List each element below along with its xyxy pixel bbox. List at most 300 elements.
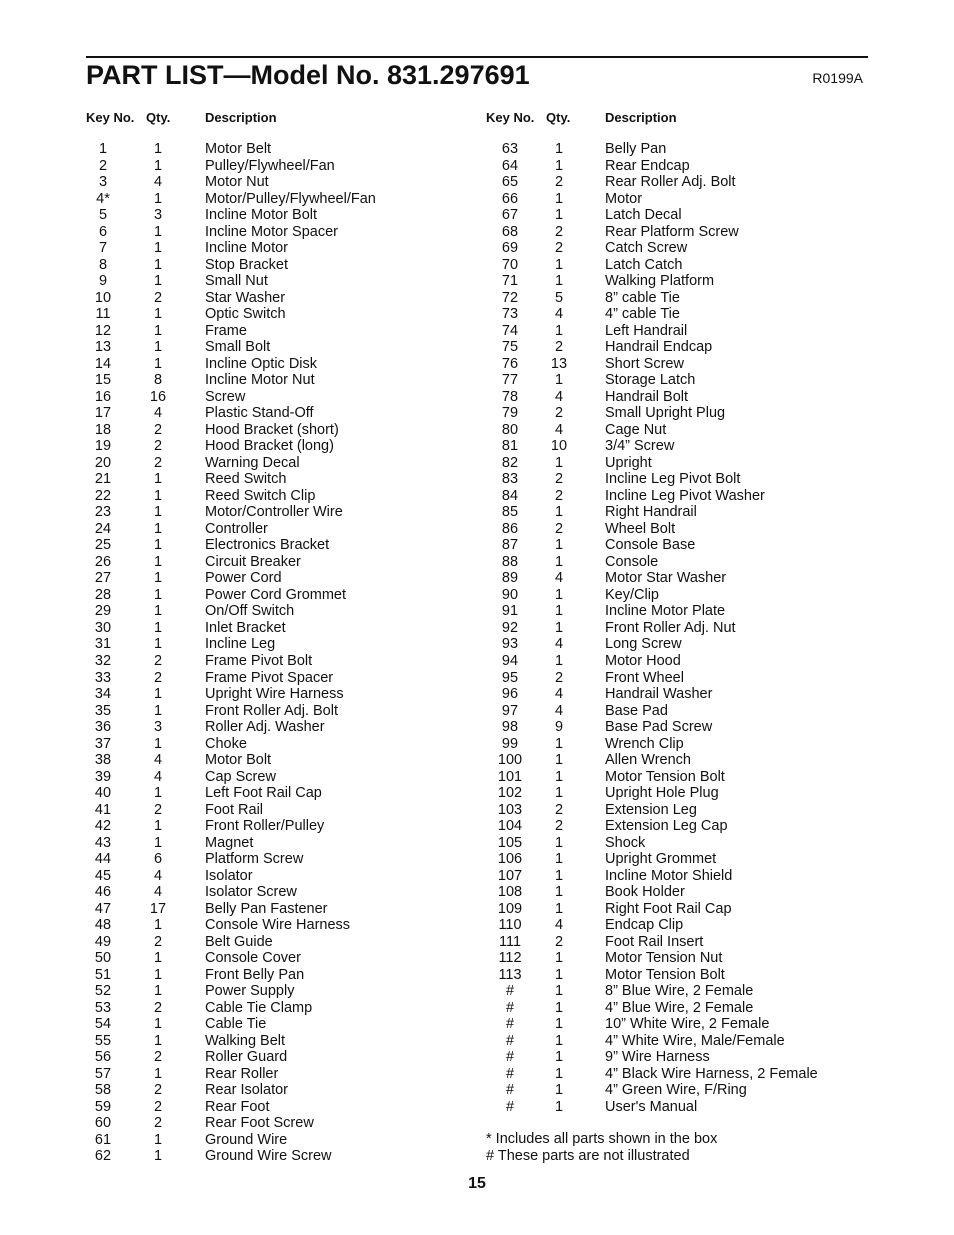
part-quantity: 2 [153,454,163,471]
part-key-number: 94 [501,652,519,669]
part-description: 4” Black Wire Harness, 2 Female [605,1065,818,1082]
part-key-number: 72 [501,289,519,306]
part-description: Plastic Stand-Off [205,405,314,422]
part-key-number: 6 [98,223,108,240]
part-quantity: 2 [153,289,163,306]
part-quantity: 1 [153,273,163,290]
part-quantity: 1 [153,471,163,488]
part-description: Base Pad [605,702,668,719]
part-description: Upright Hole Plug [605,785,719,802]
part-description: Frame [205,322,247,339]
part-key-number: 17 [94,405,112,422]
revision-code: R0199A [812,70,863,86]
part-description: 8” Blue Wire, 2 Female [605,983,754,1000]
part-description: Choke [205,735,247,752]
part-description: 10” White Wire, 2 Female [605,1016,770,1033]
part-description: Upright Grommet [605,851,717,868]
part-description: Star Washer [205,289,286,306]
part-description: Incline Motor Spacer [205,223,338,240]
part-key-number: 104 [497,818,523,835]
part-description: Small Nut [205,273,268,290]
part-key-number: 85 [501,504,519,521]
part-description: Handrail Washer [605,686,713,703]
part-quantity: 1 [153,520,163,537]
part-quantity: 10 [550,438,568,455]
part-quantity: 2 [554,471,564,488]
part-quantity: 1 [554,1049,564,1066]
part-quantity: 1 [554,785,564,802]
part-quantity: 6 [153,851,163,868]
part-description: Belt Guide [205,933,273,950]
part-key-number: 19 [94,438,112,455]
part-quantity: 1 [554,1065,564,1082]
part-description: Cable Tie Clamp [205,999,313,1016]
part-description: Cage Nut [605,421,667,438]
part-description: Electronics Bracket [205,537,330,554]
part-description: Motor/Pulley/Flywheel/Fan [205,190,376,207]
part-description: Extension Leg Cap [605,818,728,835]
part-key-number: 78 [501,388,519,405]
key-no-header: Key No. [486,110,535,125]
part-quantity: 1 [153,1016,163,1033]
part-quantity: 2 [153,1049,163,1066]
part-key-number: 98 [501,719,519,736]
part-description: Console Wire Harness [205,917,351,934]
part-quantity: 1 [153,306,163,323]
part-quantity: 13 [550,355,568,372]
part-description: Motor Star Washer [605,570,727,587]
part-quantity: 4 [153,174,163,191]
part-key-number: 64 [501,157,519,174]
part-quantity: 2 [153,421,163,438]
part-key-number: 70 [501,256,519,273]
part-key-number: 27 [94,570,112,587]
part-quantity: 9 [554,719,564,736]
part-description: Front Roller/Pulley [205,818,325,835]
part-description: Frame Pivot Bolt [205,652,313,669]
part-key-number: 48 [94,917,112,934]
part-key-number: 47 [94,900,112,917]
part-key-number: 75 [501,339,519,356]
part-key-number: 79 [501,405,519,422]
part-quantity: 2 [554,669,564,686]
part-key-number: 81 [501,438,519,455]
part-quantity: 1 [153,157,163,174]
part-quantity: 1 [153,686,163,703]
part-key-number: 31 [94,636,112,653]
part-description: Small Upright Plug [605,405,726,422]
part-key-number: 69 [501,240,519,257]
part-description: Incline Motor Plate [605,603,726,620]
part-key-number: 63 [501,141,519,157]
part-description: Controller [205,520,268,537]
footnote-not-illustrated: # These parts are not illustrated [486,1147,690,1164]
part-quantity: 1 [554,619,564,636]
part-quantity: 1 [153,322,163,339]
part-quantity: 4 [554,421,564,438]
part-key-number: 41 [94,801,112,818]
part-quantity: 1 [153,190,163,207]
part-quantity: 1 [554,207,564,224]
part-quantity: 1 [153,785,163,802]
part-key-number: 46 [94,884,112,901]
part-description: 4” Green Wire, F/Ring [605,1082,747,1099]
part-description: Power Cord Grommet [205,586,347,603]
part-description: Incline Motor Bolt [205,207,318,224]
part-quantity: 4 [554,306,564,323]
part-quantity: 1 [554,735,564,752]
part-quantity: 4 [554,917,564,934]
part-description: Walking Belt [205,1032,286,1049]
part-quantity: 1 [554,1098,564,1115]
part-quantity: 1 [554,157,564,174]
part-description: Extension Leg [605,801,697,818]
part-description: Motor [605,190,643,207]
part-key-number: 51 [94,966,112,983]
part-quantity: 1 [153,1032,163,1049]
part-key-number: 111 [498,933,522,950]
part-key-number: 67 [501,207,519,224]
part-quantity: 2 [554,339,564,356]
part-quantity: 1 [554,372,564,389]
part-key-number: 12 [94,322,112,339]
part-key-number: 43 [94,834,112,851]
part-key-number: 96 [501,686,519,703]
part-key-number: 28 [94,586,112,603]
part-key-number: 105 [497,834,523,851]
part-quantity: 1 [153,917,163,934]
part-description: Front Roller Adj. Nut [605,619,736,636]
part-key-number: 32 [94,652,112,669]
part-description: Frame Pivot Spacer [205,669,334,686]
part-description: Pulley/Flywheel/Fan [205,157,335,174]
part-key-number: # [505,1082,515,1099]
part-key-number: 73 [501,306,519,323]
part-key-number: 18 [94,421,112,438]
part-key-number: 13 [94,339,112,356]
part-description: Incline Optic Disk [205,355,318,372]
page-title: PART LIST—Model No. 831.297691 [86,60,530,90]
part-key-number: 34 [94,686,112,703]
part-key-number: 89 [501,570,519,587]
part-quantity: 1 [554,752,564,769]
part-key-number: 49 [94,933,112,950]
part-description: Key/Clip [605,586,659,603]
part-description: Allen Wrench [605,752,691,769]
part-key-number: 113 [498,966,522,983]
part-description: Small Bolt [205,339,271,356]
part-description: Stop Bracket [205,256,289,273]
part-description: Hood Bracket (long) [205,438,334,455]
part-description: Right Handrail [605,504,697,521]
part-quantity: 1 [153,702,163,719]
part-description: Cap Screw [205,768,276,785]
part-quantity: 4 [554,636,564,653]
part-quantity: 1 [554,190,564,207]
part-description: Motor Hood [605,652,681,669]
part-quantity: 2 [554,801,564,818]
part-key-number: 92 [501,619,519,636]
part-key-number: # [505,1016,515,1033]
part-quantity: 8 [153,372,163,389]
part-quantity: 2 [554,520,564,537]
part-quantity: 1 [554,768,564,785]
part-description: Motor/Controller Wire [205,504,343,521]
part-quantity: 1 [153,818,163,835]
part-quantity: 2 [153,438,163,455]
part-quantity: 2 [554,933,564,950]
part-key-number: 87 [501,537,519,554]
part-quantity: 1 [554,273,564,290]
part-key-number: 106 [497,851,523,868]
qty-header: Qty. [146,110,171,125]
part-description: Front Wheel [605,669,684,686]
part-key-number: 10 [94,289,112,306]
part-key-number: 21 [94,471,112,488]
part-key-number: 29 [94,603,112,620]
part-quantity: 1 [554,553,564,570]
part-key-number: # [505,1049,515,1066]
part-quantity: 1 [153,983,163,1000]
part-description: Storage Latch [605,372,696,389]
part-quantity: 2 [554,405,564,422]
part-quantity: 1 [153,570,163,587]
part-quantity: 1 [153,636,163,653]
part-description: Power Cord [205,570,282,587]
part-quantity: 1 [153,586,163,603]
part-key-number: 15 [94,372,112,389]
part-quantity: 1 [554,999,564,1016]
part-key-number: 71 [501,273,519,290]
part-quantity: 2 [153,933,163,950]
part-quantity: 2 [554,240,564,257]
part-key-number: 9 [98,273,108,290]
part-quantity: 1 [554,537,564,554]
part-key-number: 45 [94,867,112,884]
header-rule [86,56,868,58]
part-quantity: 1 [153,355,163,372]
part-description: Upright [605,454,652,471]
part-key-number: 1 [98,141,108,157]
part-quantity: 4 [153,405,163,422]
part-description: 4” White Wire, Male/Female [605,1032,785,1049]
part-key-number: 82 [501,454,519,471]
part-description: Belly Pan Fastener [205,900,328,917]
part-key-number: 83 [501,471,519,488]
part-quantity: 1 [554,504,564,521]
part-quantity: 1 [153,256,163,273]
part-quantity: 2 [153,999,163,1016]
part-quantity: 1 [153,603,163,620]
part-description: Incline Motor Nut [205,372,315,389]
part-quantity: 1 [554,1016,564,1033]
part-quantity: 1 [554,603,564,620]
part-key-number: 65 [501,174,519,191]
part-quantity: 1 [153,1148,163,1165]
part-key-number: 103 [497,801,523,818]
part-description: Isolator [205,867,253,884]
part-description: Motor Tension Nut [605,950,723,967]
part-quantity: 17 [149,900,167,917]
description-header: Description [205,110,277,125]
part-key-number: 100 [497,752,523,769]
part-key-number: 57 [94,1065,112,1082]
footnotes [486,1131,717,1164]
part-description: Base Pad Screw [605,719,713,736]
part-key-number: 11 [95,306,111,323]
part-key-number: 107 [497,867,523,884]
part-description: Motor Belt [205,141,272,157]
part-key-number: # [505,999,515,1016]
part-description: Motor Tension Bolt [605,768,725,785]
part-description: Motor Bolt [205,752,272,769]
part-description: Rear Roller Adj. Bolt [605,174,736,191]
part-key-number: 26 [94,553,112,570]
footnote-included-parts: * Includes all parts shown in the box [486,1131,718,1147]
part-key-number: 91 [501,603,519,620]
part-quantity: 2 [153,669,163,686]
part-quantity: 1 [153,834,163,851]
part-description: Power Supply [205,983,295,1000]
part-description: 9” Wire Harness [605,1049,710,1066]
part-description: Foot Rail [205,801,264,818]
part-description: Isolator Screw [205,884,297,901]
part-description: Hood Bracket (short) [205,421,339,438]
part-key-number: 33 [94,669,112,686]
part-key-number: 109 [497,900,523,917]
part-quantity: 1 [153,735,163,752]
part-quantity: 5 [554,289,564,306]
part-description: Roller Adj. Washer [205,719,325,736]
part-quantity: 16 [149,388,167,405]
part-quantity: 1 [153,1065,163,1082]
part-description: Cable Tie [205,1016,267,1033]
part-key-number: 2 [98,157,108,174]
part-description: Book Holder [605,884,685,901]
part-description: Ground Wire [205,1131,288,1148]
part-key-number: 88 [501,553,519,570]
part-description: Latch Catch [605,256,683,273]
part-quantity: 1 [153,537,163,554]
part-quantity: 2 [153,1115,163,1132]
part-key-number: 54 [94,1016,112,1033]
part-quantity: 2 [554,223,564,240]
part-description: Console [605,553,659,570]
part-quantity: 1 [153,619,163,636]
part-quantity: 1 [153,339,163,356]
part-description: Optic Switch [205,306,286,323]
part-key-number: 74 [501,322,519,339]
part-description: 4” cable Tie [605,306,680,323]
part-quantity: 1 [554,322,564,339]
part-description: Foot Rail Insert [605,933,704,950]
part-key-number: 59 [94,1098,112,1115]
part-key-number: 102 [497,785,523,802]
part-quantity: 1 [153,553,163,570]
part-quantity: 1 [153,240,163,257]
part-quantity: 1 [554,900,564,917]
part-quantity: 4 [554,570,564,587]
part-quantity: 4 [554,702,564,719]
part-key-number: 38 [94,752,112,769]
part-description: Incline Motor Shield [605,867,733,884]
part-description: User's Manual [605,1098,698,1115]
part-quantity: 2 [554,818,564,835]
part-key-number: 53 [94,999,112,1016]
part-description: Catch Screw [605,240,688,257]
part-quantity: 1 [153,223,163,240]
part-quantity: 1 [153,504,163,521]
part-quantity: 2 [554,487,564,504]
part-key-number: # [505,1098,515,1115]
part-key-number: 93 [501,636,519,653]
part-key-number: 44 [94,851,112,868]
part-key-number: 14 [94,355,112,372]
part-quantity: 1 [554,1032,564,1049]
part-description: Circuit Breaker [205,553,301,570]
part-quantity: 1 [554,256,564,273]
part-description: Wrench Clip [605,735,684,752]
part-quantity: 1 [554,454,564,471]
part-key-number: 30 [94,619,112,636]
part-description: Ground Wire Screw [205,1148,332,1165]
part-quantity: 2 [153,801,163,818]
part-description: Handrail Endcap [605,339,713,356]
part-key-number: # [505,983,515,1000]
part-description: Motor Tension Bolt [605,966,725,983]
part-key-number: 90 [501,586,519,603]
part-key-number: 8 [98,256,108,273]
part-description: Incline Leg Pivot Bolt [605,471,741,488]
part-key-number: 23 [94,504,112,521]
part-key-number: 40 [94,785,112,802]
part-key-number: 42 [94,818,112,835]
part-description: Reed Switch [205,471,287,488]
qty-header: Qty. [546,110,571,125]
part-description: Magnet [205,834,254,851]
part-description: Front Belly Pan [205,966,305,983]
part-description: Left Handrail [605,322,688,339]
part-quantity: 2 [153,1098,163,1115]
part-key-number: 36 [94,719,112,736]
part-description: Rear Roller [205,1065,279,1082]
part-key-number: 52 [94,983,112,1000]
part-quantity: 4 [153,768,163,785]
part-description: Incline Leg [205,636,276,653]
part-description: Upright Wire Harness [205,686,344,703]
part-quantity: 1 [554,966,564,983]
part-quantity: 1 [554,851,564,868]
part-key-number: 62 [94,1148,112,1165]
part-description: Inlet Bracket [205,619,286,636]
part-key-number: # [505,1032,515,1049]
part-key-number: 35 [94,702,112,719]
part-quantity: 2 [554,174,564,191]
part-quantity: 1 [554,950,564,967]
part-key-number: 24 [94,520,112,537]
part-description: Handrail Bolt [605,388,689,405]
part-description: Rear Isolator [205,1082,289,1099]
part-description: Incline Leg Pivot Washer [605,487,765,504]
part-quantity: 4 [153,752,163,769]
part-description: Incline Motor [205,240,289,257]
part-description: Rear Platform Screw [605,223,739,240]
part-quantity: 2 [153,1082,163,1099]
part-quantity: 1 [554,586,564,603]
part-quantity: 1 [153,966,163,983]
page-number: 15 [468,1175,486,1192]
part-description: Roller Guard [205,1049,288,1066]
